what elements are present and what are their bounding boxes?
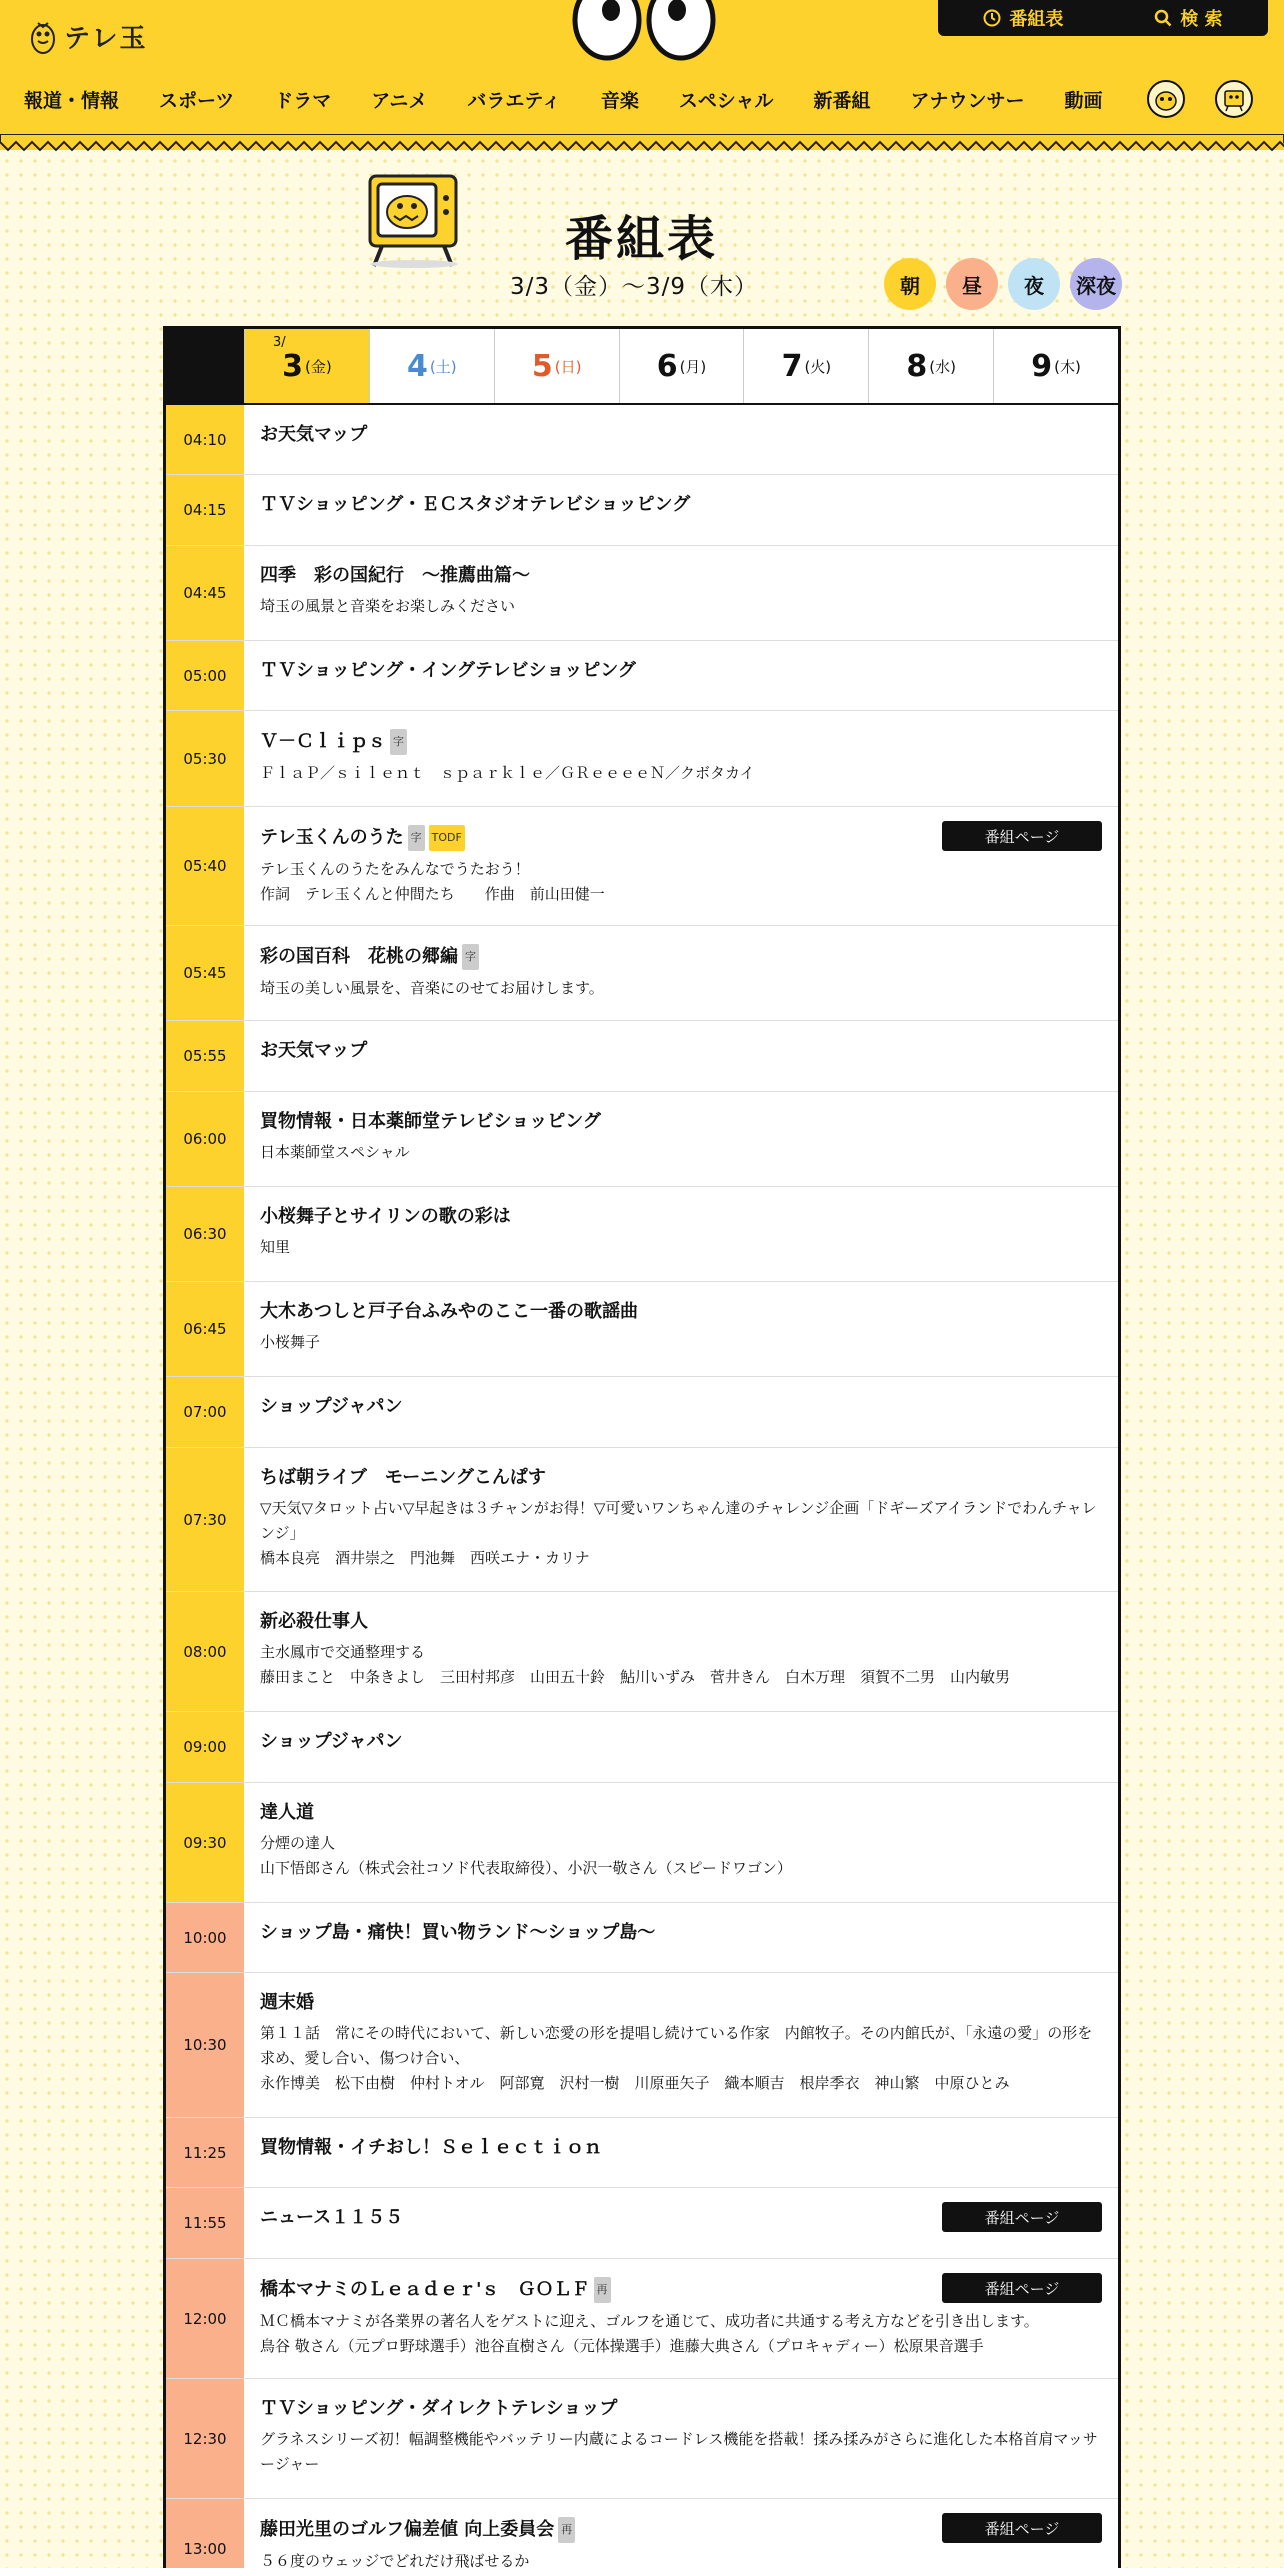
teletama-online-badge[interactable] <box>1215 80 1253 118</box>
slot-time: 12:00 <box>166 2259 244 2378</box>
mascot-eyes-icon <box>570 0 718 64</box>
program-title[interactable]: 彩の国百科 花桃の郷編 <box>260 946 458 967</box>
program-page-button[interactable]: 番組ページ <box>942 821 1102 851</box>
program-title-line <box>260 2136 1102 2160</box>
day-weekday: (土) <box>429 357 457 376</box>
program-body <box>244 1282 1118 1376</box>
program-body <box>244 2259 1118 2378</box>
program-description-line: ５６度のウェッジでどれだけ飛ばせるか <box>260 2552 530 2568</box>
program-title-line <box>260 2397 1102 2421</box>
program-body <box>244 1092 1118 1186</box>
program-description <box>260 2309 1102 2359</box>
program-title-line <box>260 1039 1102 1063</box>
day-weekday: (日) <box>554 357 582 376</box>
program-page-button[interactable]: 番組ページ <box>942 2273 1102 2303</box>
program-title-line <box>260 944 1102 970</box>
program-row[interactable] <box>166 1592 1118 1712</box>
program-title[interactable]: お天気マップ <box>260 424 368 445</box>
program-description <box>260 2021 1102 2096</box>
program-description-line: 埼玉の風景と音楽をお楽しみください <box>260 597 516 615</box>
slot-time: 04:10 <box>166 405 244 474</box>
program-description-line: 橋本良亮 酒井崇之 門池舞 西咲エナ・カリナ <box>260 1549 590 1567</box>
program-title[interactable]: 買物情報・日本薬師堂テレビショッピング <box>260 1111 601 1132</box>
program-row[interactable] <box>166 2499 1118 2568</box>
slot-time: 08:00 <box>166 1592 244 1711</box>
teletama-mascot-icon <box>30 19 56 55</box>
program-row[interactable] <box>166 1377 1118 1448</box>
slot-time: 13:00 <box>166 2499 244 2568</box>
program-description <box>260 594 1102 619</box>
program-row[interactable] <box>166 641 1118 711</box>
program-description-line: 主水鳳市で交通整理する <box>260 1643 426 1661</box>
program-row[interactable] <box>166 1187 1118 1282</box>
slot-time: 07:00 <box>166 1377 244 1447</box>
program-body <box>244 1021 1118 1091</box>
day-weekday: (月) <box>679 357 707 376</box>
search-button[interactable] <box>1154 5 1222 31</box>
program-title[interactable]: 橋本マナミのＬｅａｄｅｒ'ｓ ＧＯＬＦ <box>260 2279 590 2300</box>
program-row[interactable] <box>166 405 1118 475</box>
program-body <box>244 1187 1118 1281</box>
program-title[interactable]: 大木あつしと戸子台ふみやのここ一番の歌謡曲 <box>260 1301 638 1322</box>
program-description <box>260 2549 1102 2568</box>
day-weekday: (水) <box>929 357 957 376</box>
program-tag: 字 <box>462 944 479 970</box>
program-body <box>244 2379 1118 2498</box>
day-tab[interactable] <box>743 329 868 403</box>
clock-icon <box>983 9 1001 27</box>
program-body <box>244 1973 1118 2117</box>
slot-time: 11:25 <box>166 2118 244 2187</box>
program-body <box>244 2118 1118 2187</box>
program-row[interactable] <box>166 2118 1118 2188</box>
mascot-tv-icon <box>1221 86 1247 112</box>
day-weekday: (火) <box>804 357 832 376</box>
program-title-line <box>260 1610 1102 1634</box>
program-row[interactable] <box>166 926 1118 1021</box>
program-title-line <box>260 1110 1102 1134</box>
program-row[interactable] <box>166 1783 1118 1903</box>
program-row[interactable] <box>166 1903 1118 1973</box>
schedule-table <box>163 326 1121 2568</box>
program-title-line <box>260 1205 1102 1229</box>
slot-time: 05:55 <box>166 1021 244 1091</box>
program-row[interactable] <box>166 1282 1118 1377</box>
day-corner <box>166 329 244 403</box>
program-description-line: 埼玉の美しい風景を、音楽にのせてお届けします。 <box>260 979 604 997</box>
program-title[interactable]: お天気マップ <box>260 1040 368 1061</box>
tod-noon-button[interactable]: 昼 <box>946 258 998 310</box>
slot-time: 05:40 <box>166 807 244 925</box>
day-tab[interactable] <box>494 329 619 403</box>
day-tab[interactable] <box>619 329 744 403</box>
program-body <box>244 2499 1118 2568</box>
nav-sports[interactable]: スポーツ <box>159 89 235 112</box>
program-body <box>244 1448 1118 1591</box>
program-title[interactable]: 新必殺仕事人 <box>260 1611 368 1632</box>
day-month: 3/ <box>273 335 286 350</box>
page-title: 番組表 <box>565 211 719 267</box>
program-description <box>260 1640 1102 1690</box>
search-icon <box>1154 9 1172 27</box>
slot-time: 05:00 <box>166 641 244 710</box>
program-title[interactable]: ＴＶショッピング・ＥＣスタジオテレビショッピング <box>260 494 691 515</box>
nav-news[interactable]: 報道・情報 <box>24 89 120 112</box>
program-description <box>260 1235 1102 1260</box>
teletama-kun-badge[interactable] <box>1147 80 1185 118</box>
program-body <box>244 475 1118 545</box>
program-tag: 再 <box>594 2277 611 2303</box>
slot-time: 06:45 <box>166 1282 244 1376</box>
slot-time: 10:00 <box>166 1903 244 1972</box>
program-tag: 再 <box>558 2517 575 2543</box>
program-description-line: テレ玉くんのうたをみんなでうたおう！ <box>260 860 530 878</box>
nav-announcer[interactable]: アナウンサー <box>910 89 1025 112</box>
program-body <box>244 1377 1118 1447</box>
program-body <box>244 807 1118 925</box>
program-description-line: 分煙の達人 <box>260 1834 336 1852</box>
program-row[interactable] <box>166 1092 1118 1187</box>
site-header <box>0 0 1284 150</box>
program-title[interactable]: 四季 彩の国紀行 ～推薦曲篇～ <box>260 565 530 586</box>
day-tab[interactable] <box>993 329 1118 403</box>
program-title-line <box>260 1801 1102 1825</box>
program-title[interactable]: 週末婚 <box>260 1992 314 2013</box>
program-title-line <box>260 1395 1102 1419</box>
program-title[interactable]: ＴＶショッピング・ダイレクトテレショップ <box>260 2398 618 2419</box>
main-nav <box>24 80 1283 118</box>
nav-music[interactable]: 音楽 <box>600 89 639 112</box>
day-selector <box>166 329 1118 405</box>
slot-time: 06:30 <box>166 1187 244 1281</box>
program-description-line: 山下悟郎さん（株式会社コソド代表取締役）、小沢一敬さん（スピードワゴン） <box>260 1859 792 1877</box>
program-row[interactable] <box>166 2379 1118 2499</box>
day-number: 7 <box>781 348 803 384</box>
slot-time: 12:30 <box>166 2379 244 2498</box>
nav-variety[interactable]: バラエティ <box>467 89 561 112</box>
program-title[interactable]: ショップジャパン <box>260 1396 403 1417</box>
program-row[interactable] <box>166 711 1118 807</box>
program-body <box>244 2188 1118 2258</box>
program-row[interactable] <box>166 1021 1118 1092</box>
program-title[interactable]: 藤田光里のゴルフ偏差値 向上委員会 <box>260 2519 555 2540</box>
tod-morning-button[interactable]: 朝 <box>884 258 936 310</box>
program-title-line <box>260 1730 1102 1754</box>
header-zigzag-edge <box>0 134 1284 152</box>
program-description-line: グラネスシリーズ初！幅調整機能やバッテリー内蔵によるコードレス機能を搭載！揉み揉みがさらに進化した本格首肩マッサージャー <box>260 2430 1098 2473</box>
nav-anime[interactable]: アニメ <box>371 89 428 112</box>
program-title-line <box>260 1300 1102 1324</box>
day-tab[interactable] <box>244 329 369 403</box>
program-title[interactable]: 達人道 <box>260 1802 314 1823</box>
program-title[interactable]: ちば朝ライブ モーニングこんぱす <box>260 1467 546 1488</box>
slot-time: 11:55 <box>166 2188 244 2258</box>
day-number: 3 <box>282 348 303 384</box>
program-body <box>244 1783 1118 1902</box>
nav-new-programs[interactable]: 新番組 <box>813 89 871 112</box>
program-description <box>260 1831 1102 1881</box>
program-description-line: ＭＣ橋本マナミが各業界の著名人をゲストに迎え、ゴルフを通じて、成功者に共通する考え方などを引き出します。 <box>260 2312 1039 2330</box>
slot-time: 09:30 <box>166 1783 244 1902</box>
date-range: 3/3（金）〜3/9（木） <box>510 274 759 300</box>
program-tag: TODF <box>429 825 465 851</box>
program-title-line <box>260 1466 1102 1490</box>
program-body <box>244 1903 1118 1972</box>
program-row[interactable] <box>166 807 1118 926</box>
program-title[interactable]: Ｖ－Ｃｌｉｐｓ <box>260 731 386 752</box>
program-description <box>260 761 1102 786</box>
slot-time: 05:45 <box>166 926 244 1020</box>
day-tab[interactable] <box>868 329 993 403</box>
day-number: 5 <box>531 348 553 384</box>
top-button-bar <box>938 0 1268 36</box>
program-row[interactable] <box>166 546 1118 641</box>
program-tag: 字 <box>390 729 407 755</box>
program-title[interactable]: 小桜舞子とサイリンの歌の彩は <box>260 1206 511 1227</box>
tod-evening-button[interactable]: 夜 <box>1008 258 1060 310</box>
program-title[interactable]: ショップジャパン <box>260 1731 403 1752</box>
tv-mascot-icon <box>356 170 466 270</box>
program-row[interactable] <box>166 475 1118 546</box>
slot-time: 04:15 <box>166 475 244 545</box>
program-body <box>244 641 1118 710</box>
program-row[interactable] <box>166 1448 1118 1592</box>
program-row[interactable] <box>166 2188 1118 2259</box>
program-row[interactable] <box>166 2259 1118 2379</box>
slot-time: 07:30 <box>166 1448 244 1591</box>
program-description <box>260 976 1102 1001</box>
program-title-line <box>260 1991 1102 2015</box>
program-description-line: 藤田まこと 中条きよし 三田村邦彦 山田五十鈴 鮎川いずみ 菅井きん 白木万理 須賀不二男 山内敏男 <box>260 1668 1011 1686</box>
slot-time: 04:45 <box>166 546 244 640</box>
slot-time: 06:00 <box>166 1092 244 1186</box>
program-body <box>244 926 1118 1020</box>
program-description-line: 作詞 テレ玉くんと仲間たち 作曲 前山田健一 <box>260 885 605 903</box>
program-title[interactable]: 買物情報・イチおし！Ｓｅｌｅｃｔｉｏｎ <box>260 2137 602 2158</box>
program-body <box>244 1592 1118 1711</box>
slot-time: 05:30 <box>166 711 244 806</box>
program-title-line <box>260 564 1102 588</box>
schedule-button-label: 番組表 <box>1009 9 1064 30</box>
nav-special[interactable]: スペシャル <box>678 89 774 112</box>
program-description <box>260 1140 1102 1165</box>
program-description-line: 鳥谷 敬さん（元プロ野球選手）池谷直樹さん（元体操選手）進藤大典さん（プロキャディー）松原果音選手 <box>260 2337 984 2355</box>
slot-time: 10:30 <box>166 1973 244 2117</box>
program-row[interactable] <box>166 1973 1118 2118</box>
program-body <box>244 546 1118 640</box>
day-number: 4 <box>406 348 428 384</box>
program-description-line: 知里 <box>260 1238 291 1256</box>
program-description-line: 日本薬師堂スペシャル <box>260 1143 410 1161</box>
program-description <box>260 1330 1102 1355</box>
nav-drama[interactable]: ドラマ <box>274 89 332 112</box>
program-body <box>244 405 1118 474</box>
slot-time: 09:00 <box>166 1712 244 1782</box>
schedule-button[interactable] <box>983 5 1063 31</box>
mascot-face-icon <box>1153 86 1179 112</box>
program-title-line <box>260 729 1102 755</box>
day-weekday: (木) <box>1054 357 1081 376</box>
program-body <box>244 1712 1118 1782</box>
day-number: 8 <box>906 348 928 384</box>
program-page-button[interactable]: 番組ページ <box>942 2202 1102 2232</box>
program-title-line <box>260 1921 1102 1945</box>
site-logo[interactable] <box>30 18 147 55</box>
program-description <box>260 1496 1102 1571</box>
program-tag: 字 <box>408 825 425 851</box>
program-title[interactable]: ＴＶショッピング・イングテレビショッピング <box>260 660 636 681</box>
day-weekday: (金) <box>305 357 332 376</box>
program-title[interactable]: ニュース１１５５ <box>260 2207 404 2228</box>
program-description-line: ＦｌａＰ／ｓｉｌｅｎｔ ｓｐａｒｋｌｅ／ＧＲｅｅｅｅＮ／クボタカイ <box>260 764 755 782</box>
program-title-line <box>260 659 1102 683</box>
program-description <box>260 2427 1102 2477</box>
program-description-line: 第１１話 常にその時代において、新しい恋愛の形を提唱し続けている作家 内館牧子。その内館氏が、「永遠の愛」の形を求め、愛し合い、傷つけ合い、 <box>260 2024 1093 2067</box>
program-title[interactable]: ショップ島・痛快！買い物ランド～ショップ島～ <box>260 1922 656 1943</box>
program-body <box>244 711 1118 806</box>
slot-list <box>166 405 1118 2568</box>
program-description-line: 小桜舞子 <box>260 1333 321 1351</box>
logo-text: テレ玉 <box>64 24 148 54</box>
search-button-label: 検 索 <box>1180 9 1223 30</box>
tod-late-night-button[interactable]: 深夜 <box>1070 258 1122 310</box>
day-number: 9 <box>1031 348 1053 384</box>
program-row[interactable] <box>166 1712 1118 1783</box>
nav-video[interactable]: 動画 <box>1064 89 1103 112</box>
program-description-line: 永作博美 松下由樹 仲村トオル 阿部寛 沢村一樹 川原亜矢子 織本順吉 根岸季衣 神山繁 中原ひとみ <box>260 2074 1010 2092</box>
program-page-button[interactable]: 番組ページ <box>942 2513 1102 2543</box>
program-title[interactable]: テレ玉くんのうた <box>260 827 404 848</box>
day-number: 6 <box>656 348 678 384</box>
program-title-line <box>260 423 1102 447</box>
program-title-line <box>260 493 1102 517</box>
program-description <box>260 857 1102 907</box>
program-description-line: ▽天気▽タロット占い▽早起きは３チャンがお得！▽可愛いワンちゃん達のチャレンジ企画「ドギーズアイランドでわんチャレンジ」 <box>260 1499 1097 1542</box>
day-tab[interactable] <box>369 329 494 403</box>
